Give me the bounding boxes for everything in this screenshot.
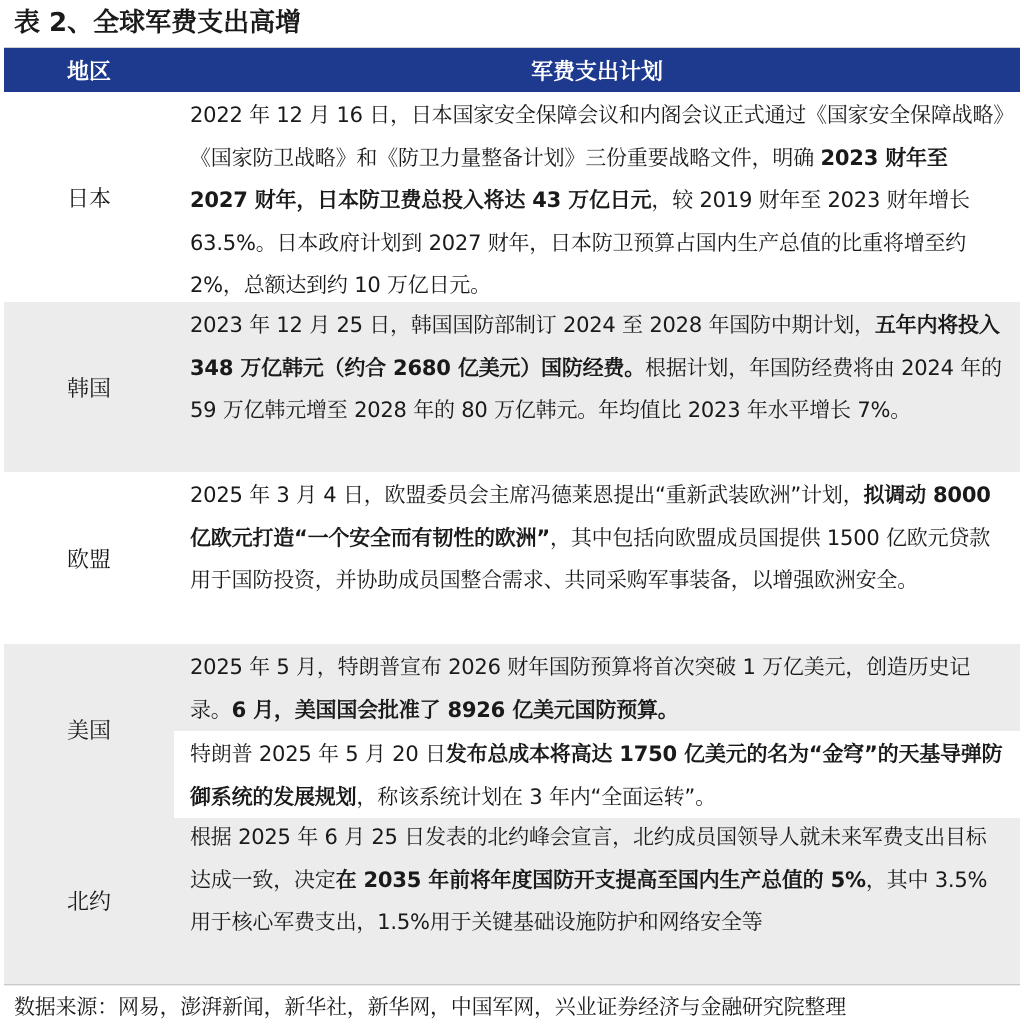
plan-paragraph: 2025 年 5 月，特朗普宣布 2026 财年国防预算将首次突破 1 万亿美元，创造历史记录。6 月，美国国会批准了 8926 亿美元国防预算。 xyxy=(190,655,971,722)
header-plan: 军费支出计划 xyxy=(530,59,663,85)
table-row-nato xyxy=(4,814,1020,986)
plan-cell xyxy=(174,644,1020,814)
plan-cell xyxy=(174,472,1020,644)
data-source-note: 数据来源：网易，澎湃新闻，新华社，新华网，中国军网，兴业证券经济与金融研究院整理 xyxy=(14,995,846,1019)
military-spending-table xyxy=(4,47,1020,986)
plan-paragraph: 2023 年 12 月 25 日，韩国国防部制订 2024 至 2028 年国防中期计划，五年内将投入 348 万亿韩元（约合 2680 亿美元）国防经费。根据计划，年国防经费将由 2024 年的 59 万亿韩元增至 2028 年的 80 万亿韩元。年均值比 2023 年水平增长 7%。 xyxy=(190,313,1002,422)
plan-paragraph: 2022 年 12 月 16 日，日本国家安全保障会议和内阁会议正式通过《国家安全保障战略》《国家防卫战略》和《防卫力量整备计划》三份重要战略文件，明确 2023 财年至 2027 财年，日本防卫费总投入将达 43 万亿日元，较 2019 财年至 2023 财年增长 63.5%。日本政府计划到 2027 财年，日本防卫预算占国内生产总值的比重将增至约 2%，总额达到约 10 万亿日元。 xyxy=(190,103,1004,297)
table-row-japan xyxy=(4,92,1020,302)
table-bottom-rule xyxy=(4,984,1020,985)
header-region: 地区 xyxy=(66,59,111,85)
plan-paragraph: 2025 年 3 月 4 日，欧盟委员会主席冯德莱恩提出“重新武装欧洲”计划，拟调动 8000 亿欧元打造“一个安全而有韧性的欧洲”，其中包括向欧盟成员国提供 1500 亿欧元贷款用于国防投资，并协助成员国整合需求、共同采购军事装备，以增强欧洲安全。 xyxy=(190,483,991,592)
plan-cell xyxy=(174,92,1020,302)
table-row-eu xyxy=(4,472,1020,644)
plan-cell xyxy=(174,302,1020,472)
region-cell: 日本 xyxy=(66,186,111,212)
plan-cell xyxy=(174,814,1020,986)
table-row-usa xyxy=(4,644,1020,814)
plan-paragraph: 根据 2025 年 6 月 25 日发表的北约峰会宣言，北约成员国领导人就未来军费支出目标达成一致，决定在 2035 年前将年度国防开支提高至国内生产总值的 5%，其中 3.5%用于核心军费支出，1.5%用于关键基础设施防护和网络安全等 xyxy=(190,825,988,934)
region-cell: 韩国 xyxy=(66,376,111,402)
region-cell: 欧盟 xyxy=(66,547,111,573)
table-title: 表 2、全球军费支出高增 xyxy=(14,8,302,38)
table-row-korea xyxy=(4,302,1020,472)
plan-paragraph: 特朗普 2025 年 5 月 20 日发布总成本将高达 1750 亿美元的名为“金穹”的天基导弹防御系统的发展规划，称该系统计划在 3 年内“全面运转”。 xyxy=(174,731,1020,818)
region-cell: 美国 xyxy=(66,718,111,744)
region-cell: 北约 xyxy=(66,889,111,915)
table-header-row xyxy=(4,48,1020,92)
